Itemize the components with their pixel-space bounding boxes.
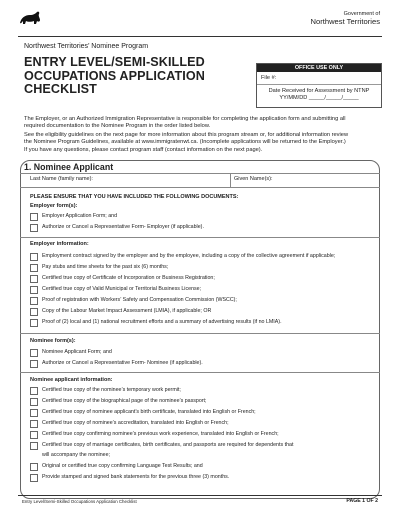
intro-line: the Nominee Program Guidelines, available at www.immigratenwt.ca. (Incomplete applications will be returned to the Employer.) [24, 139, 346, 146]
checkbox[interactable] [30, 360, 38, 368]
checklist-item: Certified true copy of the biographical page of the nominee’s passport; [42, 398, 207, 404]
checkbox[interactable] [30, 420, 38, 428]
checkbox[interactable] [30, 286, 38, 294]
employer-info-heading: Employer information: [30, 241, 89, 247]
gov-line-2: Northwest Territories [310, 16, 380, 26]
date-format: YY/MM/DD _____/_____/_____ [279, 94, 359, 101]
checklist-item: Nominee Applicant Form; and [42, 349, 112, 355]
page-number: PAGE 1 OF 2 [346, 498, 378, 504]
section-title: 1. Nominee Applicant [24, 162, 114, 172]
ensure-heading: PLEASE ENSURE THAT YOU HAVE INCLUDED THE FOLLOWING DOCUMENTS: [30, 194, 239, 200]
checkbox[interactable] [30, 308, 38, 316]
checklist-item: Certified true copy of Valid Municipal or Territorial Business License; [42, 286, 202, 292]
checklist-item: Original or certified true copy confirming Language Test Results; and [42, 463, 203, 469]
checklist-item: Certified true copy of marriage certificates, birth certificates, and passports are required for dependents that [42, 442, 294, 448]
nominee-info-heading: Nominee applicant information: [30, 377, 113, 383]
checklist-item: Certified true copy of nominee’s accreditation, translated into English or French; [42, 420, 229, 426]
file-number-field[interactable]: File #: [257, 72, 381, 85]
checklist-item: Employer Application Form; and [42, 213, 118, 219]
intro-line: required documentation to the Nominee Program in the order listed below. [24, 123, 211, 130]
polar-bear-logo [18, 10, 42, 28]
nominee-forms-heading: Nominee form(s): [30, 338, 76, 344]
office-use-box [256, 63, 382, 108]
checkbox[interactable] [30, 264, 38, 272]
checkbox[interactable] [30, 224, 38, 232]
date-received-label: Date Received for Assessment by NTNP [268, 88, 370, 94]
row-divider [20, 187, 380, 188]
checklist-item: Certified true copy of nominee applicant’s birth certificate, translated into English or French; [42, 409, 256, 415]
checkbox[interactable] [30, 297, 38, 305]
program-name: Northwest Territories’ Nominee Program [24, 43, 149, 50]
header-divider [18, 36, 382, 37]
intro-paragraph-2 [24, 132, 376, 154]
checklist-item: Provide stamped and signed bank statements for the previous three (3) months. [42, 474, 230, 480]
last-name-label: Last Name (family name): [30, 176, 93, 182]
page-title [24, 56, 254, 97]
checklist-item-continuation: will accompany the nominee; [42, 452, 111, 458]
checklist-item: Copy of the Labour Market Impact Assessment (LMIA), if applicable; OR [42, 308, 212, 314]
office-use-heading: OFFICE USE ONLY [257, 64, 381, 72]
checkbox[interactable] [30, 387, 38, 395]
intro-line: The Employer, or an Authorized Immigration Representative is responsible for completing the application form and submitting all [24, 116, 346, 122]
intro-line: If you have any questions, please contact program staff (contact information on the next page). [24, 146, 263, 153]
checkbox[interactable] [30, 431, 38, 439]
intro-paragraph-1 [24, 116, 376, 131]
checklist-item: Proof of registration with Workers’ Safety and Compensation Commission (WSCC); [42, 297, 237, 303]
intro-line: See the eligibility guidelines on the next page for more information about this program stream or, for additional information review [24, 132, 349, 138]
checkbox[interactable] [30, 409, 38, 417]
nominee-applicant-section [20, 160, 380, 499]
checkbox[interactable] [30, 213, 38, 221]
checklist-item: Authorize or Cancel a Representative Form- Employer (if applicable). [42, 224, 204, 230]
checklist-item: Certified true copy of Certificate of Incorporation or Business Registration; [42, 275, 215, 281]
date-received-field[interactable] [257, 85, 381, 102]
checklist-item: Certified true copy confirming nominee’s previous work experience, translated into English or French; [42, 431, 279, 437]
checkbox[interactable] [30, 474, 38, 482]
checkbox[interactable] [30, 442, 38, 450]
row-divider [20, 372, 380, 373]
title-line-3: CHECKLIST [24, 82, 97, 97]
checklist-item: Employment contract signed by the employer and by the employee, including a copy of the collective agreement if applicable; [42, 253, 336, 259]
checklist-item: Pay stubs and time sheets for the past six (6) months; [42, 264, 169, 270]
checkbox[interactable] [30, 275, 38, 283]
row-divider [20, 333, 380, 334]
field-divider [230, 173, 231, 187]
title-line-1: ENTRY LEVEL/SEMI-SKILLED [24, 55, 205, 69]
checklist-item: Certified true copy of the nominee’s temporary work permit; [42, 387, 181, 393]
row-divider [20, 237, 380, 238]
checkbox[interactable] [30, 349, 38, 357]
checklist-item: Authorize or Cancel a Representative Form- Nominee (if applicable). [42, 360, 203, 366]
row-divider [20, 173, 380, 174]
checkbox[interactable] [30, 253, 38, 261]
checklist-item: Proof of (2) local and (1) national recruitment efforts and a summary of advertising results (if no LMIA). [42, 319, 282, 325]
footer-document-name: Entry Level/Semi-Skilled Occupations Application Checklist [22, 499, 137, 504]
checkbox[interactable] [30, 398, 38, 406]
government-wordmark [311, 12, 381, 26]
gov-line-1: Government of [343, 11, 380, 17]
employer-forms-heading: Employer form(s): [30, 203, 78, 209]
given-name-label: Given Name(s): [234, 176, 273, 182]
checkbox[interactable] [30, 319, 38, 327]
footer-divider [18, 495, 382, 496]
checkbox[interactable] [30, 463, 38, 471]
title-line-2: OCCUPATIONS APPLICATION [24, 68, 205, 83]
